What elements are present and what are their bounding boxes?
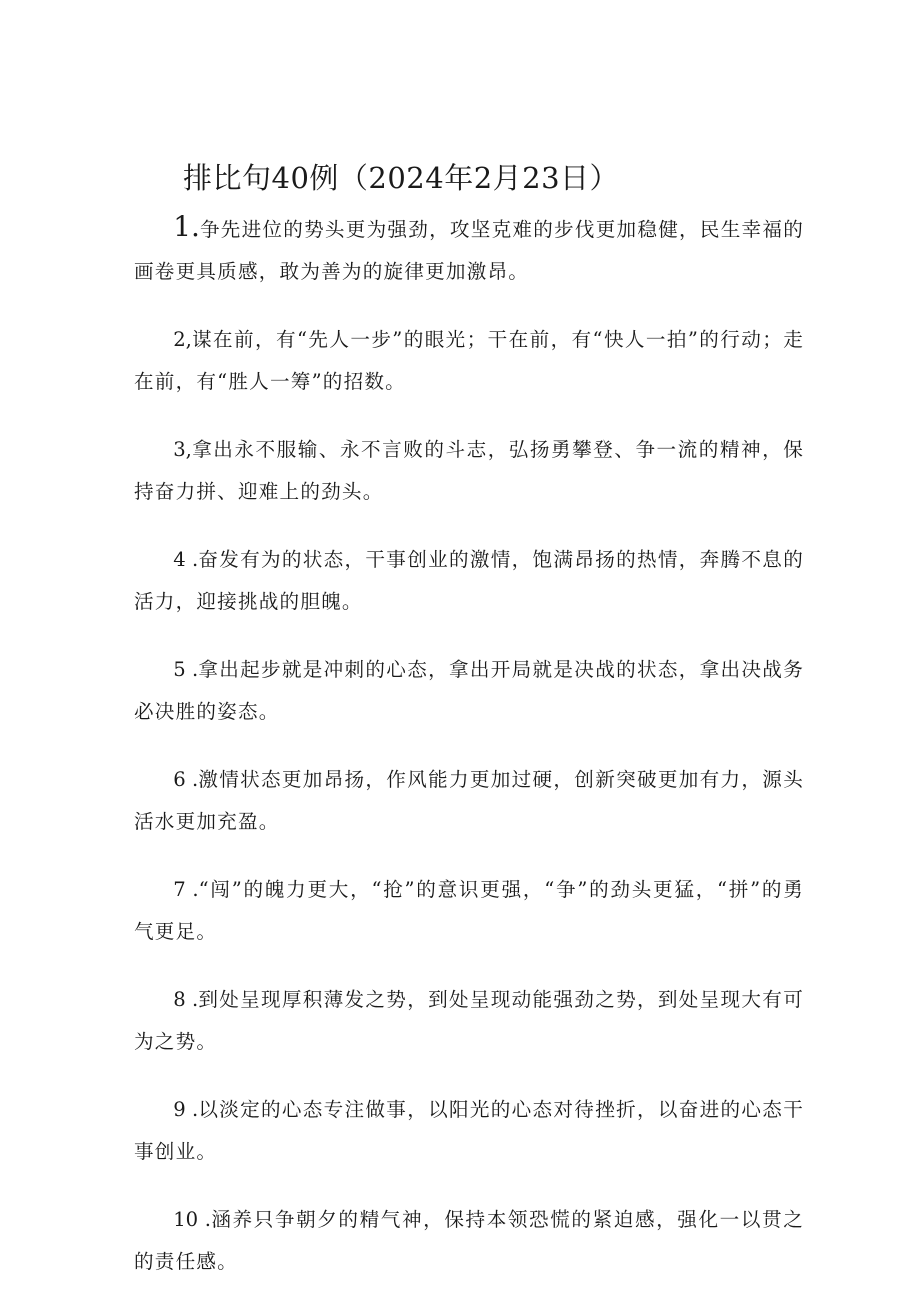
item-text: “闯”的魄力更大，“抢”的意识更强，“争”的劲头更猛，“拼”的勇气更足。	[134, 878, 804, 943]
item-text: 拿出永不服输、永不言败的斗志，弘扬勇攀登、争一流的精神，保持奋力拼、迎难上的劲头。	[134, 438, 804, 503]
item-text: 谋在前，有“先人一步”的眼光；干在前，有“快人一拍”的行动；走在前，有“胜人一筹”的招数。	[134, 328, 804, 393]
list-item-3	[134, 429, 804, 513]
item-text: 奋发有为的状态，干事创业的激情，饱满昂扬的热情，奔腾不息的活力，迎接挑战的胆魄。	[134, 548, 804, 613]
item-number: 3,	[173, 438, 192, 461]
item-text: 争先进位的势头更为强劲，攻坚克难的步伐更加稳健，民生幸福的画卷更具质感，敢为善为的旋律更加激昂。	[134, 218, 804, 283]
list-item-1	[134, 206, 804, 293]
list-item-6	[134, 759, 804, 843]
list-item-9	[134, 1089, 804, 1173]
item-text: 到处呈现厚积薄发之势，到处呈现动能强劲之势，到处呈现大有可为之势。	[134, 988, 804, 1053]
item-text: 涵养只争朝夕的精气神，保持本领恐慌的紧迫感，强化一以贯之的责任感。	[134, 1208, 804, 1273]
item-number: 6 .	[173, 768, 199, 791]
list-item-2	[134, 319, 804, 403]
item-number: 9 .	[173, 1098, 199, 1121]
document-body	[134, 206, 804, 1309]
list-item-7	[134, 869, 804, 953]
list-item-8	[134, 979, 804, 1063]
item-number: 10 .	[173, 1208, 211, 1231]
list-item-5	[134, 649, 804, 733]
document-title: 排比句40例（2024年2月23日）	[183, 161, 620, 195]
item-number: 4 .	[173, 548, 199, 571]
item-number: 2,	[173, 328, 192, 351]
item-text: 拿出起步就是冲刺的心态，拿出开局就是决战的状态，拿出决战务必决胜的姿态。	[134, 658, 804, 723]
item-number: 5 .	[173, 658, 199, 681]
list-item-10	[134, 1199, 804, 1283]
item-text: 以淡定的心态专注做事，以阳光的心态对待挫折，以奋进的心态干事创业。	[134, 1098, 804, 1163]
list-item-4	[134, 539, 804, 623]
item-number: 1.	[173, 210, 200, 243]
item-number: 7 .	[173, 878, 199, 901]
item-text: 激情状态更加昂扬，作风能力更加过硬，创新突破更加有力，源头活水更加充盈。	[134, 768, 804, 833]
item-number: 8 .	[173, 988, 199, 1011]
